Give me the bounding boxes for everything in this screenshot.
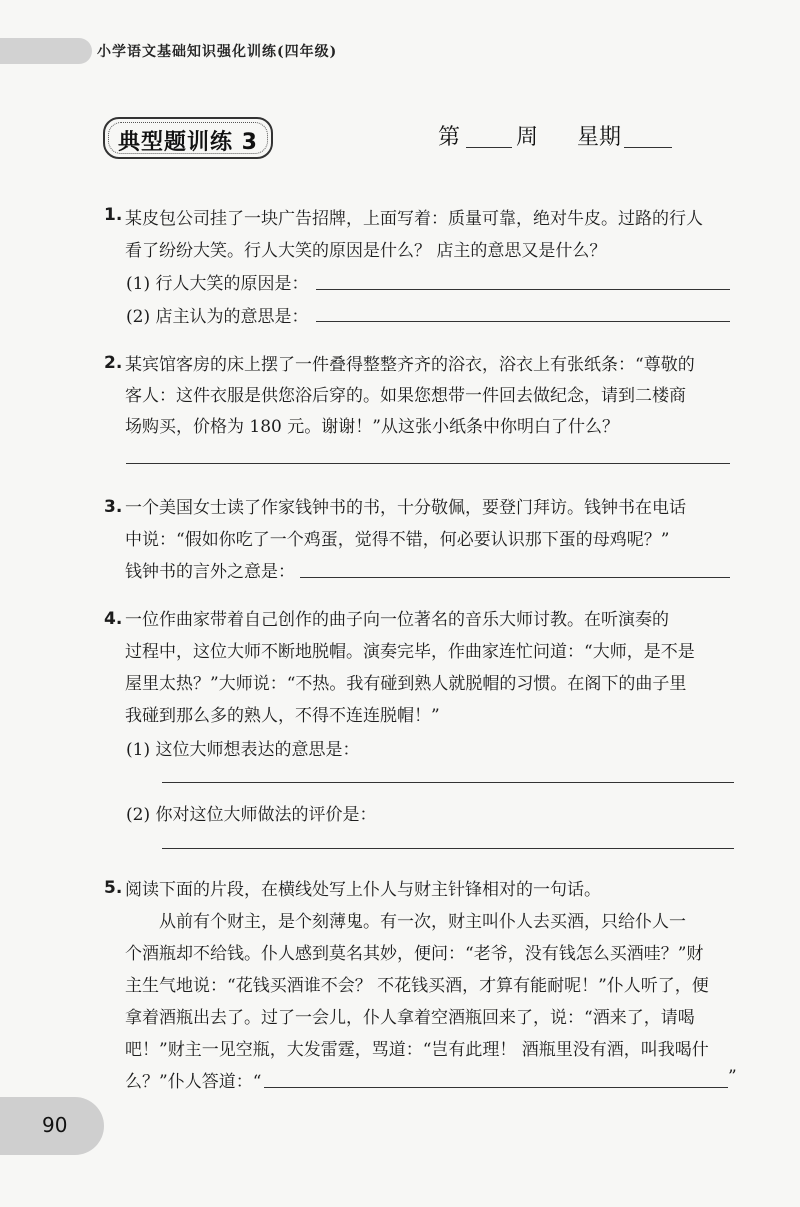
- question-5-passage-1: 从前有个财主，是个刻薄鬼。有一次，财主叫仆人去买酒，只给仆人一: [159, 912, 686, 932]
- question-4-number: 4.: [104, 609, 123, 629]
- question-1-sub-2: (2) 店主认为的意思是：: [126, 307, 309, 327]
- answer-line-3[interactable]: [300, 577, 730, 578]
- question-3-line-3: 钱钟书的言外之意是：: [125, 562, 295, 582]
- header-tab-decoration: [0, 38, 92, 64]
- question-4-sub-2: (2) 你对这位大师做法的评价是：: [126, 805, 377, 825]
- book-title: 小学语文基础知识强化训练(四年级): [97, 44, 338, 60]
- answer-line-5[interactable]: [264, 1087, 728, 1088]
- weekday-label: 星期: [577, 125, 622, 150]
- answer-line-2[interactable]: [126, 463, 730, 464]
- question-2-line-1: 某宾馆客房的床上摆了一件叠得整整齐齐的浴衣，浴衣上有张纸条：“尊敬的: [125, 355, 695, 375]
- question-5-passage-6: 么？”仆人答道：“: [125, 1072, 262, 1092]
- question-5-passage-4: 拿着酒瓶出去了。过了一会儿，仆人拿着空酒瓶回来了，说：“酒来了，请喝: [125, 1008, 695, 1028]
- section-title-box: [103, 117, 273, 159]
- section-title: 典型题训练 3: [118, 130, 258, 155]
- week-prefix: 第: [438, 125, 461, 150]
- question-2-line-3: 场购买，价格为 180 元。谢谢！”从这张小纸条中你明白了什么？: [125, 417, 619, 437]
- question-5-closing-quote: ”: [728, 1067, 737, 1087]
- question-2-line-2: 客人：这件衣服是供您浴后穿的。如果您想带一件回去做纪念，请到二楼商: [125, 386, 686, 406]
- answer-line-4-1[interactable]: [162, 782, 734, 783]
- question-2-number: 2.: [104, 353, 123, 373]
- weekday-blank[interactable]: [624, 127, 672, 148]
- week-mid: 周: [516, 125, 539, 150]
- question-1-sub-1: (1) 行人大笑的原因是：: [126, 274, 309, 294]
- week-number-blank[interactable]: [466, 127, 512, 148]
- answer-line-1-2[interactable]: [316, 321, 730, 322]
- question-1-line-1: 某皮包公司挂了一块广告招牌，上面写着：质量可靠，绝对牛皮。过路的行人: [125, 209, 703, 229]
- question-3-number: 3.: [104, 497, 123, 517]
- question-5-passage-2: 个酒瓶却不给钱。仆人感到莫名其妙，便问：“老爷，没有钱怎么买酒哇？”财: [125, 944, 704, 964]
- question-4-line-1: 一位作曲家带着自己创作的曲子向一位著名的音乐大师讨教。在听演奏的: [125, 610, 669, 630]
- question-3-line-2: 中说：“假如你吃了一个鸡蛋，觉得不错，何必要认识那下蛋的母鸡呢？”: [125, 530, 670, 550]
- question-5-passage-5: 吧！”财主一见空瓶，大发雷霆，骂道：“岂有此理！ 酒瓶里没有酒，叫我喝什: [125, 1040, 709, 1060]
- page-number: 90: [42, 1113, 68, 1137]
- question-5-passage-3: 主生气地说：“花钱买酒谁不会？ 不花钱买酒，才算有能耐呢！”仆人听了，便: [125, 976, 709, 996]
- answer-line-4-2[interactable]: [162, 848, 734, 849]
- question-5-prompt: 阅读下面的片段，在横线处写上仆人与财主针锋相对的一句话。: [125, 880, 601, 900]
- question-1-line-2: 看了纷纷大笑。行人大笑的原因是什么？ 店主的意思又是什么？: [125, 241, 607, 261]
- question-4-line-2: 过程中，这位大师不断地脱帽。演奏完毕，作曲家连忙问道：“大师，是不是: [125, 642, 695, 662]
- question-4-sub-1: (1) 这位大师想表达的意思是：: [126, 740, 360, 760]
- question-4-line-4: 我碰到那么多的熟人，不得不连连脱帽！”: [125, 706, 440, 726]
- question-3-line-1: 一个美国女士读了作家钱钟书的书，十分敬佩，要登门拜访。钱钟书在电话: [125, 498, 686, 518]
- question-1-number: 1.: [104, 205, 123, 225]
- answer-line-1-1[interactable]: [316, 289, 730, 290]
- question-5-number: 5.: [104, 878, 123, 898]
- question-4-line-3: 屋里太热？”大师说：“不热。我有碰到熟人就脱帽的习惯。在阁下的曲子里: [125, 674, 687, 694]
